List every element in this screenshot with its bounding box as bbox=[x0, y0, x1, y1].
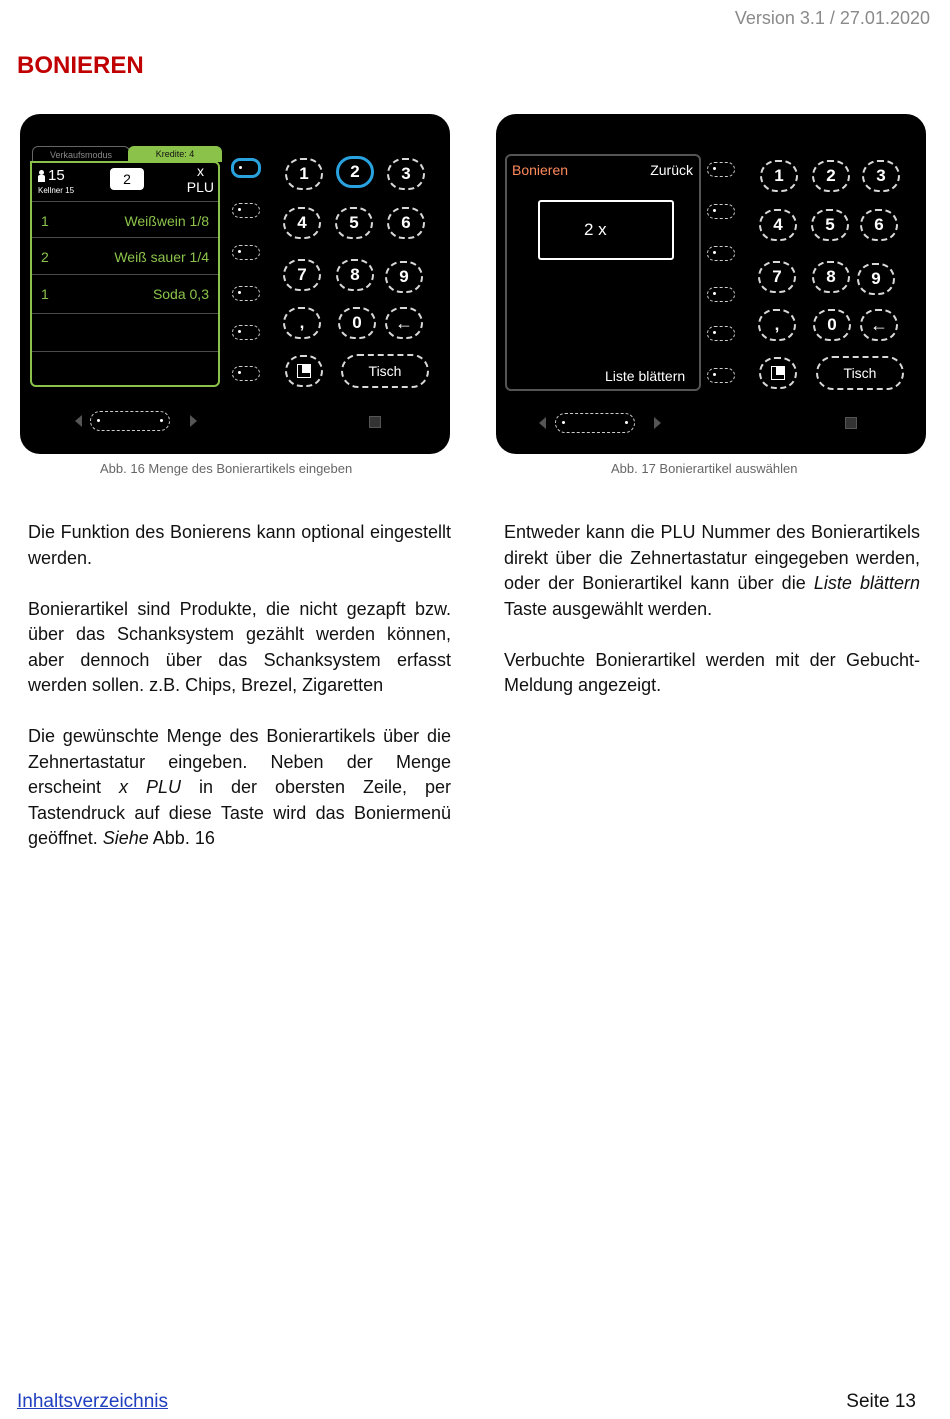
side-button-5[interactable] bbox=[232, 325, 260, 340]
version-label: Version 3.1 / 27.01.2020 bbox=[734, 8, 930, 28]
key-window[interactable] bbox=[285, 355, 323, 387]
key-7[interactable]: 7 bbox=[758, 261, 796, 293]
quantity-value: 2 x bbox=[584, 220, 607, 239]
key-8[interactable]: 8 bbox=[336, 259, 374, 291]
user-indicator bbox=[38, 167, 65, 184]
figure-17-device bbox=[496, 114, 926, 454]
list-item[interactable] bbox=[32, 201, 218, 239]
x-plu-button[interactable]: PLU bbox=[186, 179, 214, 195]
item-name: Weiß sauer 1/4 bbox=[114, 249, 209, 265]
key-3[interactable]: 3 bbox=[862, 160, 900, 192]
side-button-4[interactable] bbox=[707, 287, 735, 302]
key-2[interactable]: 2 bbox=[336, 156, 374, 188]
emphasis-text: Siehe bbox=[102, 828, 149, 848]
key-backspace[interactable]: ← bbox=[385, 307, 423, 339]
side-button-4[interactable] bbox=[232, 286, 260, 301]
key-4[interactable]: 4 bbox=[283, 207, 321, 239]
list-item[interactable] bbox=[32, 274, 218, 312]
tab-kredite[interactable]: Kredite: 4 bbox=[128, 146, 222, 162]
paragraph: Die Funktion des Bonierens kann optional eingestellt werden. bbox=[28, 522, 451, 568]
page-number: Seite 13 bbox=[846, 1391, 916, 1412]
scroll-left-icon[interactable] bbox=[75, 415, 82, 427]
emphasis-text: Liste blättern bbox=[813, 573, 920, 593]
side-button-1[interactable] bbox=[231, 158, 261, 178]
key-1[interactable]: 1 bbox=[285, 158, 323, 190]
side-button-6[interactable] bbox=[232, 366, 260, 381]
scroll-left-icon[interactable] bbox=[539, 417, 546, 429]
key-9[interactable]: 9 bbox=[857, 263, 895, 295]
window-icon bbox=[297, 364, 311, 378]
key-0[interactable]: 0 bbox=[813, 309, 851, 341]
bonieren-title: Bonieren bbox=[512, 162, 569, 178]
item-name: Soda 0,3 bbox=[152, 286, 209, 302]
indicator-square bbox=[369, 416, 381, 428]
user-number: 15 bbox=[48, 167, 65, 184]
text-run: Abb. 16 bbox=[148, 828, 215, 848]
figure-16-caption: Abb. 16 Menge des Bonierartikels eingeben bbox=[100, 461, 353, 476]
key-5[interactable]: 5 bbox=[335, 207, 373, 239]
paragraph: Verbuchte Bonierartikel werden mit der Gebucht-Meldung angezeigt. bbox=[504, 649, 920, 695]
key-6[interactable]: 6 bbox=[387, 207, 425, 239]
key-window[interactable] bbox=[759, 357, 797, 389]
key-4[interactable]: 4 bbox=[759, 209, 797, 241]
tab-verkaufsmodus[interactable]: Verkaufsmodus bbox=[32, 146, 130, 163]
right-text-column bbox=[504, 520, 920, 724]
key-8[interactable]: 8 bbox=[812, 261, 850, 293]
scroll-right-icon[interactable] bbox=[190, 415, 197, 427]
item-qty: 1 bbox=[41, 286, 49, 302]
item-name: Weißwein 1/8 bbox=[124, 213, 209, 229]
key-comma[interactable]: , bbox=[758, 309, 796, 341]
side-button-5[interactable] bbox=[707, 326, 735, 341]
paragraph bbox=[28, 724, 451, 852]
section-title: BONIEREN bbox=[17, 52, 144, 79]
text-run: Die gewünschte Menge des Bonierartikels über die Zehnertastatur eingeben. Neben der Menge erscheint bbox=[28, 726, 451, 797]
scroll-wheel[interactable] bbox=[555, 413, 635, 433]
key-comma[interactable]: , bbox=[283, 307, 321, 339]
key-7[interactable]: 7 bbox=[283, 259, 321, 291]
key-9[interactable]: 9 bbox=[385, 261, 423, 293]
key-5[interactable]: 5 bbox=[811, 209, 849, 241]
side-button-1[interactable] bbox=[707, 162, 735, 177]
key-2[interactable]: 2 bbox=[812, 160, 850, 192]
key-6[interactable]: 6 bbox=[860, 209, 898, 241]
side-button-3[interactable] bbox=[707, 246, 735, 261]
indicator-square bbox=[845, 417, 857, 429]
key-3[interactable]: 3 bbox=[387, 158, 425, 190]
scroll-wheel[interactable] bbox=[90, 411, 170, 431]
tisch-button[interactable]: Tisch bbox=[341, 354, 429, 388]
item-qty: 2 bbox=[41, 249, 49, 265]
item-qty: 1 bbox=[41, 213, 49, 229]
side-button-2[interactable] bbox=[707, 204, 735, 219]
waiter-label: Kellner 15 bbox=[38, 186, 75, 195]
key-0[interactable]: 0 bbox=[338, 307, 376, 339]
quantity-field: 2 bbox=[110, 168, 144, 190]
figure-16-device bbox=[20, 114, 450, 454]
list-item[interactable] bbox=[32, 351, 218, 386]
back-button[interactable]: Zurück bbox=[650, 162, 693, 178]
key-1[interactable]: 1 bbox=[760, 160, 798, 192]
person-icon bbox=[38, 170, 45, 182]
tisch-button[interactable]: Tisch bbox=[816, 356, 904, 390]
text-run: Entweder kann die PLU Nummer des Bonierartikels direkt über die Zehnertastatur eingegeben werden, oder der Bonierartikel kann über die bbox=[504, 522, 920, 593]
text-run: in der obersten Zeile, per Tastendruck auf diese Taste wird das Boniermenü geöffnet. bbox=[28, 777, 451, 848]
list-scroll-button[interactable]: Liste blättern bbox=[605, 368, 686, 384]
list-item[interactable] bbox=[32, 237, 218, 275]
side-button-6[interactable] bbox=[707, 368, 735, 383]
window-icon bbox=[771, 366, 785, 380]
quantity-box bbox=[538, 200, 674, 260]
text-run: Taste ausgewählt werden. bbox=[504, 598, 713, 619]
x-plu-x[interactable]: x bbox=[197, 163, 204, 179]
left-text-column bbox=[28, 520, 451, 877]
figure-17-caption: Abb. 17 Bonierartikel auswählen bbox=[611, 461, 798, 476]
emphasis-text: x PLU bbox=[119, 777, 182, 797]
order-display bbox=[30, 161, 220, 387]
list-item[interactable] bbox=[32, 313, 218, 351]
side-button-3[interactable] bbox=[232, 245, 260, 260]
toc-link[interactable]: Inhaltsverzeichnis bbox=[17, 1391, 169, 1412]
paragraph bbox=[504, 520, 920, 622]
bonieren-display bbox=[505, 154, 701, 391]
scroll-right-icon[interactable] bbox=[654, 417, 661, 429]
side-button-2[interactable] bbox=[232, 203, 260, 218]
key-backspace[interactable]: ← bbox=[860, 309, 898, 341]
paragraph: Bonierartikel sind Produkte, die nicht gezapft bzw. über das Schanksystem gezählt werden können, aber dennoch über das Schanksystem erfasst werden sollen. z.B. Chips, Brezel, Zigaretten bbox=[28, 598, 451, 695]
